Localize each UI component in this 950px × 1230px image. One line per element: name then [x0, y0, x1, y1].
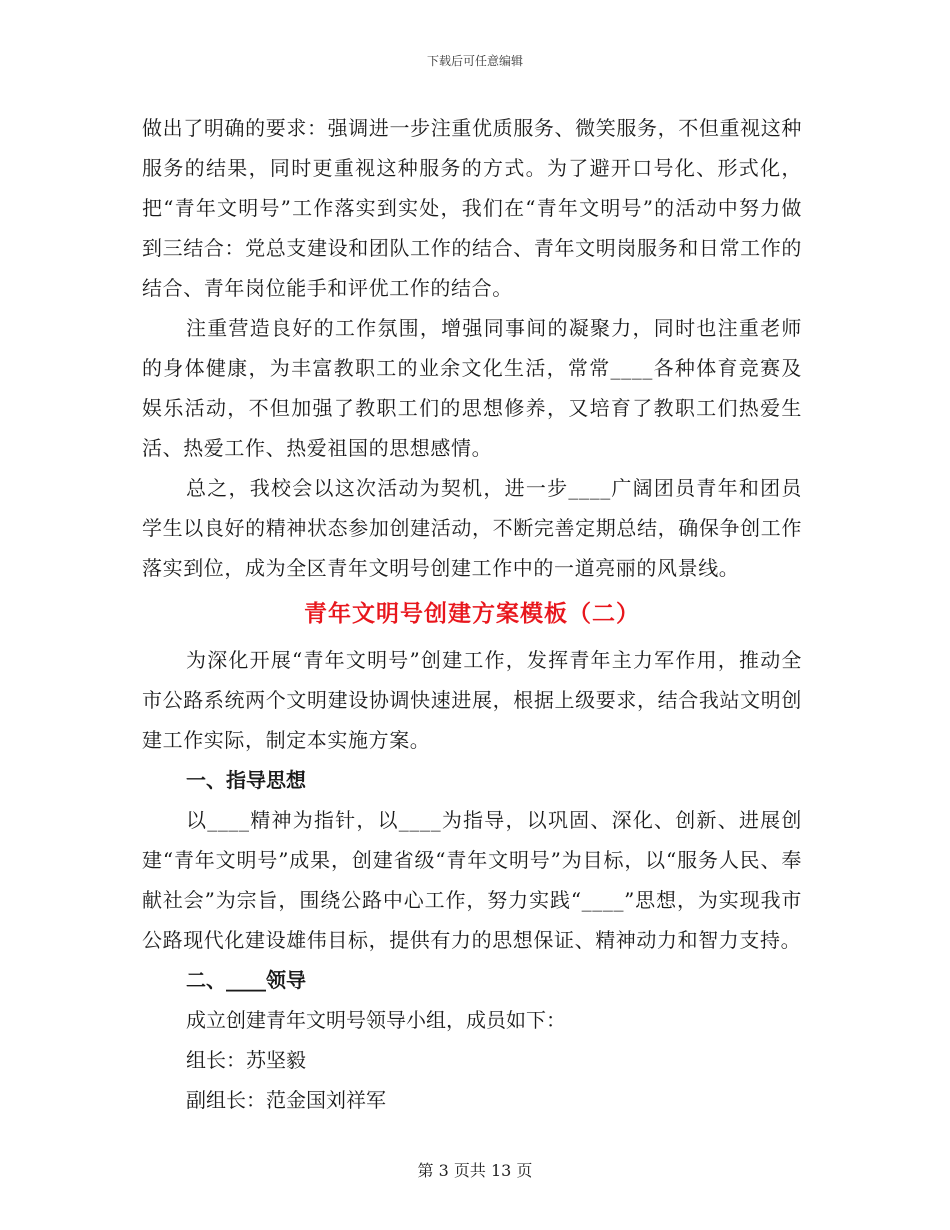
document-body — [142, 108, 802, 1120]
heading-leadership: 二、____领导 — [186, 968, 306, 992]
page-number: 第 3 页共 13 页 — [417, 1161, 533, 1180]
page-header: 下载后可任意编辑 — [426, 54, 523, 68]
paragraph-requirements: 做出了明确的要求：强调进一步注重优质服务、微笑服务，不但重视这种服务的结果，同时更重视这种服务的方式。为了避开口号化、形式化，把“青年文明号”工作落实到实处，我们在“青年文明号”的活动中努力做到三结合：党总支建设和团队工作的结合、青年文明岗服务和日常工作的结合、青年岗位能手和评优工作的结合。 — [142, 116, 802, 300]
paragraph-leadership-group: 成立创建青年文明号领导小组，成员如下： — [186, 1008, 566, 1032]
member-deputy-leader: 副组长：范金国刘祥军 — [186, 1088, 386, 1112]
member-leader: 组长：苏坚毅 — [186, 1048, 306, 1072]
paragraph-guiding-ideology: 以____精神为指针，以____为指导，以巩固、深化、创新、进展创建“青年文明号”成果，创建省级“青年文明号”为目标，以“服务人民、奉献社会”为宗旨，围绕公路中心工作，努力实践“____”思想，为实现我市公路现代化建设雄伟目标，提供有力的思想保证、精神动力和智力支持。 — [142, 808, 802, 952]
heading-guiding-ideology: 一、指导思想 — [186, 768, 306, 792]
section-title: 青年文明号创建方案模板（二） — [304, 600, 640, 627]
paragraph-intro: 为深化开展“青年文明号”创建工作，发挥青年主力军作用，推动全市公路系统两个文明建设协调快速进展，根据上级要求，结合我站文明创建工作实际，制定本实施方案。 — [142, 648, 802, 752]
paragraph-atmosphere: 注重营造良好的工作氛围，增强同事间的凝聚力，同时也注重老师的身体健康，为丰富教职工的业余文化生活，常常____各种体育竞赛及娱乐活动，不但加强了教职工们的思想修养，又培育了教职工们热爱生活、热爱工作、热爱祖国的思想感情。 — [142, 316, 802, 460]
paragraph-conclusion: 总之，我校会以这次活动为契机，进一步____广阔团员青年和团员学生以良好的精神状态参加创建活动，不断完善定期总结，确保争创工作落实到位，成为全区青年文明号创建工作中的一道亮丽的风景线。 — [142, 476, 802, 580]
